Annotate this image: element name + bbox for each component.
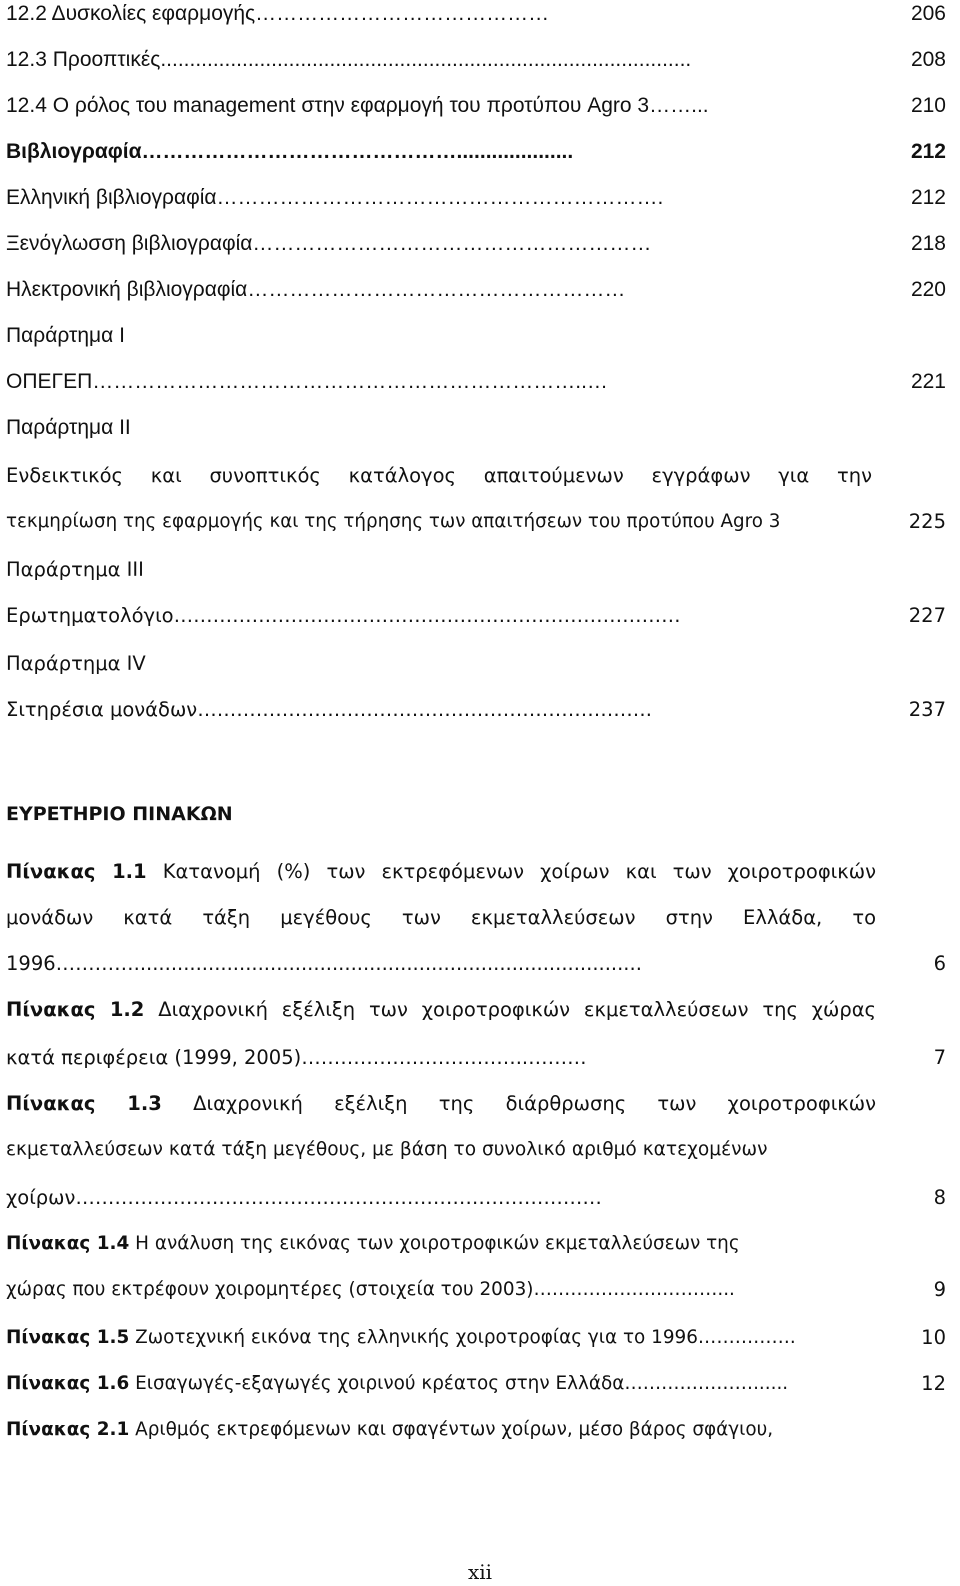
table-title-line: Αριθμός εκτρεφόμενων και σφαγέντων χοίρων, μέσο βάρος σφάγιου, bbox=[135, 1419, 774, 1440]
toc-entry-text: Ερωτηματολόγιο bbox=[6, 604, 174, 627]
toc-page-number: 221 bbox=[910, 370, 946, 393]
table-entry-continuation bbox=[6, 944, 886, 984]
table-title-line: μονάδων κατά τάξη μεγέθους των εκμεταλλεύσεων στην Ελλάδα, το bbox=[6, 906, 876, 929]
toc-page-number: 237 bbox=[908, 698, 946, 721]
toc-leader-dots: ………………………………………………………. bbox=[216, 186, 664, 209]
toc-entry[interactable] bbox=[6, 0, 878, 34]
table-entry[interactable] bbox=[6, 852, 876, 892]
table-page-number: 8 bbox=[933, 1186, 946, 1209]
table-title-line: Η ανάλυση της εικόνας των χοιροτροφικών εκμεταλλεύσεων της bbox=[135, 1233, 740, 1254]
toc-appendix-heading bbox=[6, 550, 878, 590]
toc-entry[interactable] bbox=[6, 270, 878, 310]
toc-appendix-heading bbox=[6, 316, 878, 356]
table-label: Πίνακας 1.1 bbox=[6, 860, 147, 883]
toc-leader-dots: ……………………………………….................... bbox=[141, 140, 574, 163]
table-entry[interactable] bbox=[6, 1224, 878, 1264]
toc-page-number: 210 bbox=[910, 94, 946, 117]
table-label: Πίνακας 1.4 bbox=[6, 1233, 130, 1254]
toc-entry-text: ΟΠΕΓΕΠ bbox=[6, 370, 93, 393]
toc-entry-text: Ελληνική βιβλιογραφία bbox=[6, 186, 217, 209]
table-title-line: Διαχρονική εξέλιξη της διάρθρωσης των χοιροτροφικών bbox=[193, 1092, 876, 1115]
table-page-number: 10 bbox=[921, 1326, 946, 1349]
toc-entry-text: Ξενόγλωσση βιβλιογραφία bbox=[6, 232, 253, 255]
table-title-line: εκμεταλλεύσεων κατά τάξη μεγέθους, με βάση το συνολικό αριθμό κατεχομένων bbox=[6, 1139, 768, 1160]
table-entry[interactable] bbox=[6, 1410, 886, 1450]
table-title-line: Εισαγωγές-εξαγωγές χοιρινού κρέατος στην Ελλάδα…………………...... bbox=[135, 1373, 789, 1394]
toc-entry[interactable] bbox=[6, 40, 878, 80]
toc-entry-text: 12.4 Ο ρόλος του management στην εφαρμογή του προτύπου Agro 3 bbox=[6, 94, 650, 117]
toc-leader-dots: …………………………………………………………………… bbox=[173, 604, 681, 627]
table-page-number: 6 bbox=[933, 952, 946, 975]
table-entry-continuation bbox=[6, 898, 876, 938]
toc-entry[interactable] bbox=[6, 224, 878, 264]
table-entry-continuation bbox=[6, 1038, 872, 1078]
table-label: Πίνακας 1.2 bbox=[6, 998, 145, 1021]
toc-entry-text: Παράρτημα ΙV bbox=[6, 652, 146, 675]
toc-entry-text: Ενδεικτικός και συνοπτικός κατάλογος απαιτούμενων εγγράφων για την bbox=[6, 464, 872, 487]
table-title-line: 1996………….................................................................................. bbox=[6, 952, 642, 975]
table-page-number: 9 bbox=[933, 1278, 946, 1301]
toc-leader-dots: ………………………………………………… bbox=[252, 232, 652, 255]
table-entry-continuation bbox=[6, 1178, 872, 1218]
toc-appendix-heading bbox=[6, 644, 878, 684]
toc-leader-dots: ……... bbox=[649, 94, 709, 117]
toc-appendix-heading bbox=[6, 408, 878, 448]
toc-leader-dots: ……………………………………………………………. bbox=[197, 698, 652, 721]
table-title-line: χώρας που εκτρέφουν χοιρομητέρες (στοιχεία του 2003)…………………………... bbox=[6, 1279, 735, 1300]
toc-page-number: 212 bbox=[910, 140, 946, 163]
toc-leader-dots: …………………………………… bbox=[255, 2, 550, 25]
toc-page-number: 227 bbox=[908, 604, 946, 627]
toc-entry[interactable] bbox=[6, 132, 878, 172]
page-number-footer: xii bbox=[467, 1560, 493, 1584]
toc-page-number: 212 bbox=[910, 186, 946, 209]
toc-leader-dots: ........................................................................................... bbox=[160, 48, 692, 71]
table-label: Πίνακας 1.5 bbox=[6, 1327, 130, 1348]
table-entry[interactable] bbox=[6, 1084, 876, 1124]
toc-leader-dots: ……………………………………………… bbox=[247, 278, 626, 301]
toc-entry-text: Παράρτημα Ι bbox=[6, 324, 125, 347]
toc-entry[interactable] bbox=[6, 596, 878, 636]
section-heading: ΕΥΡΕΤΗΡΙΟ ΠΙΝΑΚΩΝ bbox=[6, 803, 233, 825]
toc-leader-dots: ……………………………………………………………..… bbox=[92, 370, 608, 393]
table-title-line: χοίρων……………………………………………………………………… bbox=[6, 1186, 602, 1209]
toc-entry-text: Βιβλιογραφία bbox=[6, 140, 142, 163]
toc-entry[interactable] bbox=[6, 362, 878, 402]
table-label: Πίνακας 1.3 bbox=[6, 1092, 162, 1115]
toc-entry-text: Παράρτημα ΙΙΙ bbox=[6, 558, 144, 581]
toc-entry[interactable] bbox=[6, 178, 878, 218]
table-entry[interactable] bbox=[6, 1364, 886, 1404]
toc-entry-text: 12.3 Προοπτικές bbox=[6, 48, 161, 71]
toc-entry[interactable] bbox=[6, 86, 878, 126]
toc-entry-text: τεκμηρίωση της εφαρμογής και της τήρησης των απαιτήσεων του προτύπου Agro 3 bbox=[6, 511, 781, 532]
toc-page-number: 208 bbox=[910, 48, 946, 71]
table-entry[interactable] bbox=[6, 990, 876, 1030]
toc-page-number: 220 bbox=[910, 278, 946, 301]
table-title-line: Ζωοτεχνική εικόνα της ελληνικής χοιροτροφίας για το 1996……………. bbox=[135, 1327, 796, 1348]
toc-entry-text: Παράρτημα ΙΙ bbox=[6, 416, 131, 439]
table-label: Πίνακας 2.1 bbox=[6, 1419, 130, 1440]
table-entry-continuation bbox=[6, 1130, 886, 1170]
table-page-number: 12 bbox=[921, 1372, 946, 1395]
toc-entry[interactable] bbox=[6, 502, 874, 542]
toc-page-number: 218 bbox=[910, 232, 946, 255]
toc-entry[interactable] bbox=[6, 690, 878, 730]
table-title-line: Κατανομή (%) των εκτρεφόμενων χοίρων και των χοιροτροφικών bbox=[162, 860, 876, 883]
table-page-number: 7 bbox=[933, 1046, 946, 1069]
table-label: Πίνακας 1.6 bbox=[6, 1373, 130, 1394]
table-title-line: κατά περιφέρεια (1999, 2005)……………………………..……… bbox=[6, 1046, 587, 1069]
toc-page-number: 206 bbox=[910, 2, 946, 25]
toc-entry-text: Ηλεκτρονική βιβλιογραφία bbox=[6, 278, 248, 301]
table-entry-continuation bbox=[6, 1270, 886, 1310]
toc-entry[interactable] bbox=[6, 456, 872, 496]
table-title-line: Διαχρονική εξέλιξη των χοιροτροφικών εκμεταλλεύσεων της χώρας bbox=[158, 998, 876, 1021]
toc-page-number: 225 bbox=[908, 510, 946, 533]
toc-entry-text: Σιτηρέσια μονάδων bbox=[6, 698, 198, 721]
toc-entry-text: 12.2 Δυσκολίες εφαρμογής bbox=[6, 2, 256, 25]
table-entry[interactable] bbox=[6, 1318, 886, 1358]
